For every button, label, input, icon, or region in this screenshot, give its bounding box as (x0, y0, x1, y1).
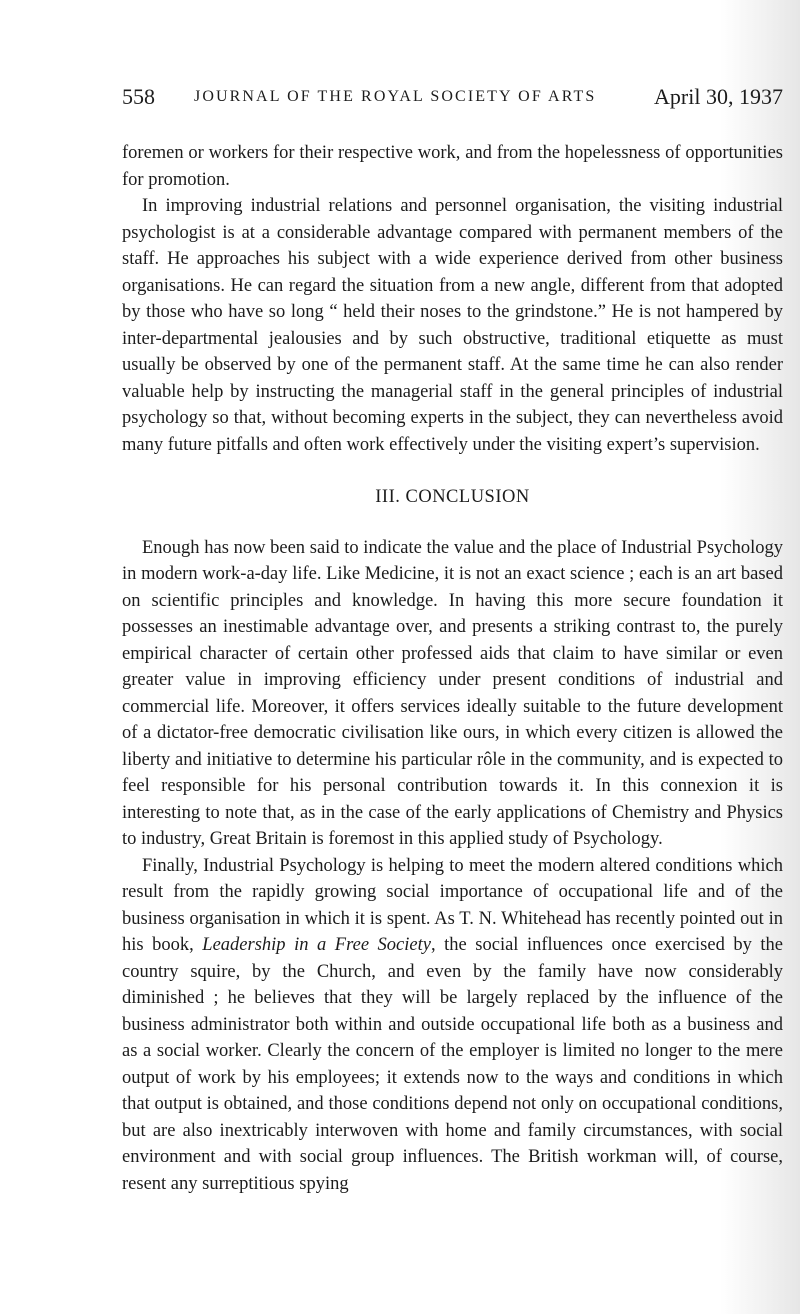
page-number: 558 (122, 84, 155, 109)
book-title: Leadership in a Free Society (202, 935, 431, 955)
paragraph-finally-end: , the social influences once exercised by the country squire, by the Church, and even by the family have now considerably diminished ; he believes that they will be largely replaced by the influence of the business administrator both within and outside occupational life both as a business and as a social worker. Clearly the concern of the employer is limited no longer to the mere output of work by his employees; it extends now to the ways and conditions in which that output is obtained, and those conditions depend not only on occupational conditions, but are also inextricably interwoven with home and family circumstances, with social environment and with social group influences. The British workman will, of course, resent any surreptitious spying (122, 935, 783, 1194)
journal-title: JOURNAL OF THE ROYAL SOCIETY OF ARTS (194, 88, 597, 105)
paragraph-conclusion: Enough has now been said to indicate the value and the place of Industrial Psychology in modern work-a-day life. Like Medicine, it is not an exact science ; each is an art based on scientific principles and knowledge. In having this more secure foundation it possesses an inestimable advantage over, and presents a striking contrast to, the purely empirical character of certain other professed aids that claim to have similar or even greater value in improving efficiency under present conditions of industrial and commercial life. Moreover, it offers services ideally suitable to the future development of a dictator-free democratic civilisation like ours, in which every citizen is allowed the liberty and initiative to determine his particular rôle in the community, and is expected to feel responsible for his personal contribution towards it. In this connexion it is interesting to note that, as in the case of the early applications of Chemistry and Physics to industry, Great Britain is foremost in this applied study of Psychology. (122, 537, 783, 849)
paragraph-finally (122, 853, 783, 1198)
running-header (122, 84, 783, 112)
article-body (122, 140, 783, 1197)
section-heading: III. CONCLUSION (375, 487, 530, 507)
issue-date: April 30, 1937 (654, 84, 783, 109)
paragraph-continued: foremen or workers for their respective work, and from the hopelessness of opportunities for promotion. (122, 143, 783, 190)
paragraph-finally-start: Finally, Industrial Psychology is helping to meet the modern altered conditions which result from the rapidly growing social importance of occupational life and of the business organisation in which it is spent. As T. N. Whitehead has recently pointed out in his book, (122, 855, 783, 955)
paragraph-visiting-psychologist: In improving industrial relations and personnel organisation, the visiting industrial psychologist is at a considerable advantage compared with permanent members of the staff. He approaches his subject with a wide experience derived from other business organisations. He can regard the situation from a new angle, different from that adopted by those who have so long “ held their noses to the grindstone.” He is not hampered by inter-departmental jealousies and by such obstructive, traditional etiquette as must usually be observed by one of the permanent staff. At the same time he can also render valuable help by instructing the managerial staff in the general principles of industrial psychology so that, without becoming experts in the subject, they can nevertheless avoid many future pitfalls and often work effectively under the visiting expert’s supervision. (122, 196, 783, 455)
